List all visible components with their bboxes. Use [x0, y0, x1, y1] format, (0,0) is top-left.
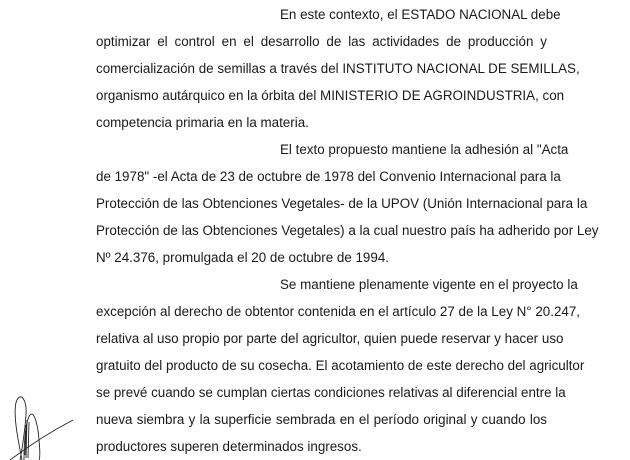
text-line: excepción al derecho de obtentor contenida en el artículo 27 de la Ley N° 20.247, — [96, 304, 581, 319]
text-line: relativa al uso propio por parte del agricultor, quien puede reservar y hacer uso — [96, 331, 564, 346]
text-line: En este contexto, el ESTADO NACIONAL debe — [280, 7, 561, 22]
text-line: Protección de las Obtenciones Vegetales- de la UPOV (Unión Internacional para la — [96, 196, 588, 211]
text-line: se prevé cuando se cumplan ciertas condiciones relativas al diferencial entre la — [96, 385, 566, 400]
text-line: gratuito del producto de su cosecha. El acotamiento de este derecho del agricultor — [96, 358, 585, 373]
text-line: organismo autárquico en la órbita del MINISTERIO DE AGROINDUSTRIA, con — [96, 88, 565, 103]
text-line: El texto propuesto mantiene la adhesión al "Acta — [280, 142, 569, 157]
signature-stroke — [25, 420, 29, 458]
text-line: Nº 24.376, promulgada el 20 de octubre de 1994. — [96, 250, 389, 265]
text-line: optimizar el control en el desarrollo de las actividades de producción y — [96, 34, 547, 49]
text-line: productores superen determinados ingresos. — [96, 439, 362, 454]
text-line: Protección de las Obtenciones Vegetales) a la cual nuestro país ha adherido por Ley — [96, 223, 599, 238]
text-line: de 1978" -el Acta de 23 de octubre de 1978 del Convenio Internacional para la — [96, 169, 561, 184]
text-line: competencia primaria en la materia. — [96, 115, 309, 130]
signature-icon — [0, 370, 100, 460]
text-line: Se mantiene plenamente vigente en el proyecto la — [280, 277, 578, 292]
text-line: comercialización de semillas a través del INSTITUTO NACIONAL DE SEMILLAS, — [96, 61, 580, 76]
text-line: nueva siembra y la superficie sembrada en el período original y cuando los — [96, 412, 547, 427]
signature-stroke — [10, 420, 73, 460]
